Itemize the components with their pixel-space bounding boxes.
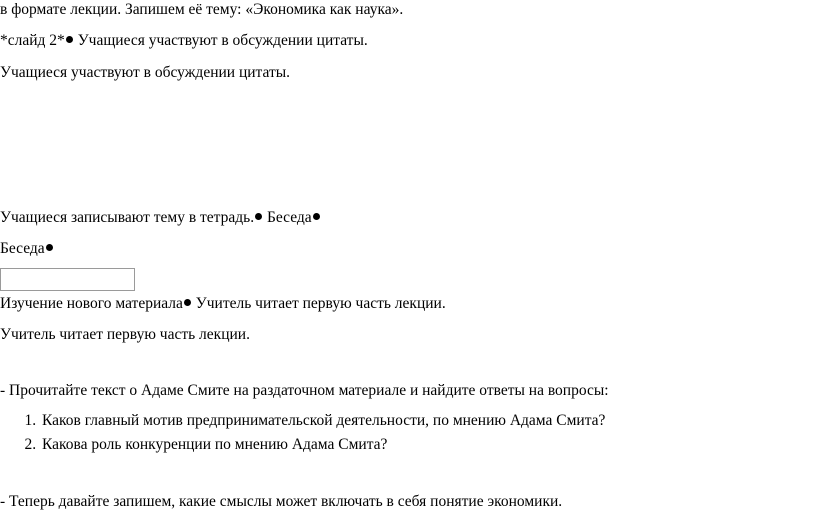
text-write-economics-meanings <box>0 492 562 512</box>
list-item <box>40 409 605 433</box>
bullet-icon <box>255 213 262 220</box>
text-read-about-adam-smith-content: - Прочитайте текст о Адаме Смите на раздаточном материале и найдите ответы на вопросы: <box>0 382 609 399</box>
text-students-discuss <box>0 63 290 83</box>
bullet-icon <box>313 213 320 220</box>
text-teacher-reads <box>0 325 250 345</box>
slide-label: *слайд 2* <box>0 32 65 49</box>
text-teacher-reads-content: Учитель читает первую часть лекции. <box>0 326 250 343</box>
text-conversation <box>0 239 54 259</box>
text-lecture-format <box>0 0 403 20</box>
bullet-icon <box>66 36 73 43</box>
text-students-write-topic <box>0 208 321 228</box>
text-write-economics-meanings-content: - Теперь давайте запишем, какие смыслы может включать в себя понятие экономики. <box>0 493 563 510</box>
question-1-text: Каков главный мотив предпринимательской деятельности, по мнению Адама Смита? <box>42 412 606 429</box>
bullet-icon <box>46 244 53 251</box>
bullet-icon <box>184 299 191 306</box>
slide-2-description: Учащиеся участвуют в обсуждении цитаты. <box>73 32 368 49</box>
text-lecture-format-content: в формате лекции. Запишем её тему: «Экономика как наука». <box>0 1 404 18</box>
text-slide-2 <box>0 31 368 51</box>
students-write-topic-text: Учащиеся записывают тему в тетрадь. <box>0 209 255 226</box>
list-item <box>40 433 605 457</box>
new-material-label: Изучение нового материала <box>0 295 183 312</box>
conversation-label: Беседа <box>263 209 312 226</box>
question-2-text: Какова роль конкуренции по мнению Адама Смита? <box>42 436 388 453</box>
teacher-reads-text: Учитель читает первую часть лекции. <box>191 295 446 312</box>
questions-list <box>0 409 605 457</box>
empty-text-box <box>0 268 135 291</box>
text-students-discuss-content: Учащиеся участвуют в обсуждении цитаты. <box>0 64 291 81</box>
text-new-material <box>0 294 446 314</box>
conversation-text: Беседа <box>0 240 45 257</box>
text-read-about-adam-smith <box>0 381 609 401</box>
